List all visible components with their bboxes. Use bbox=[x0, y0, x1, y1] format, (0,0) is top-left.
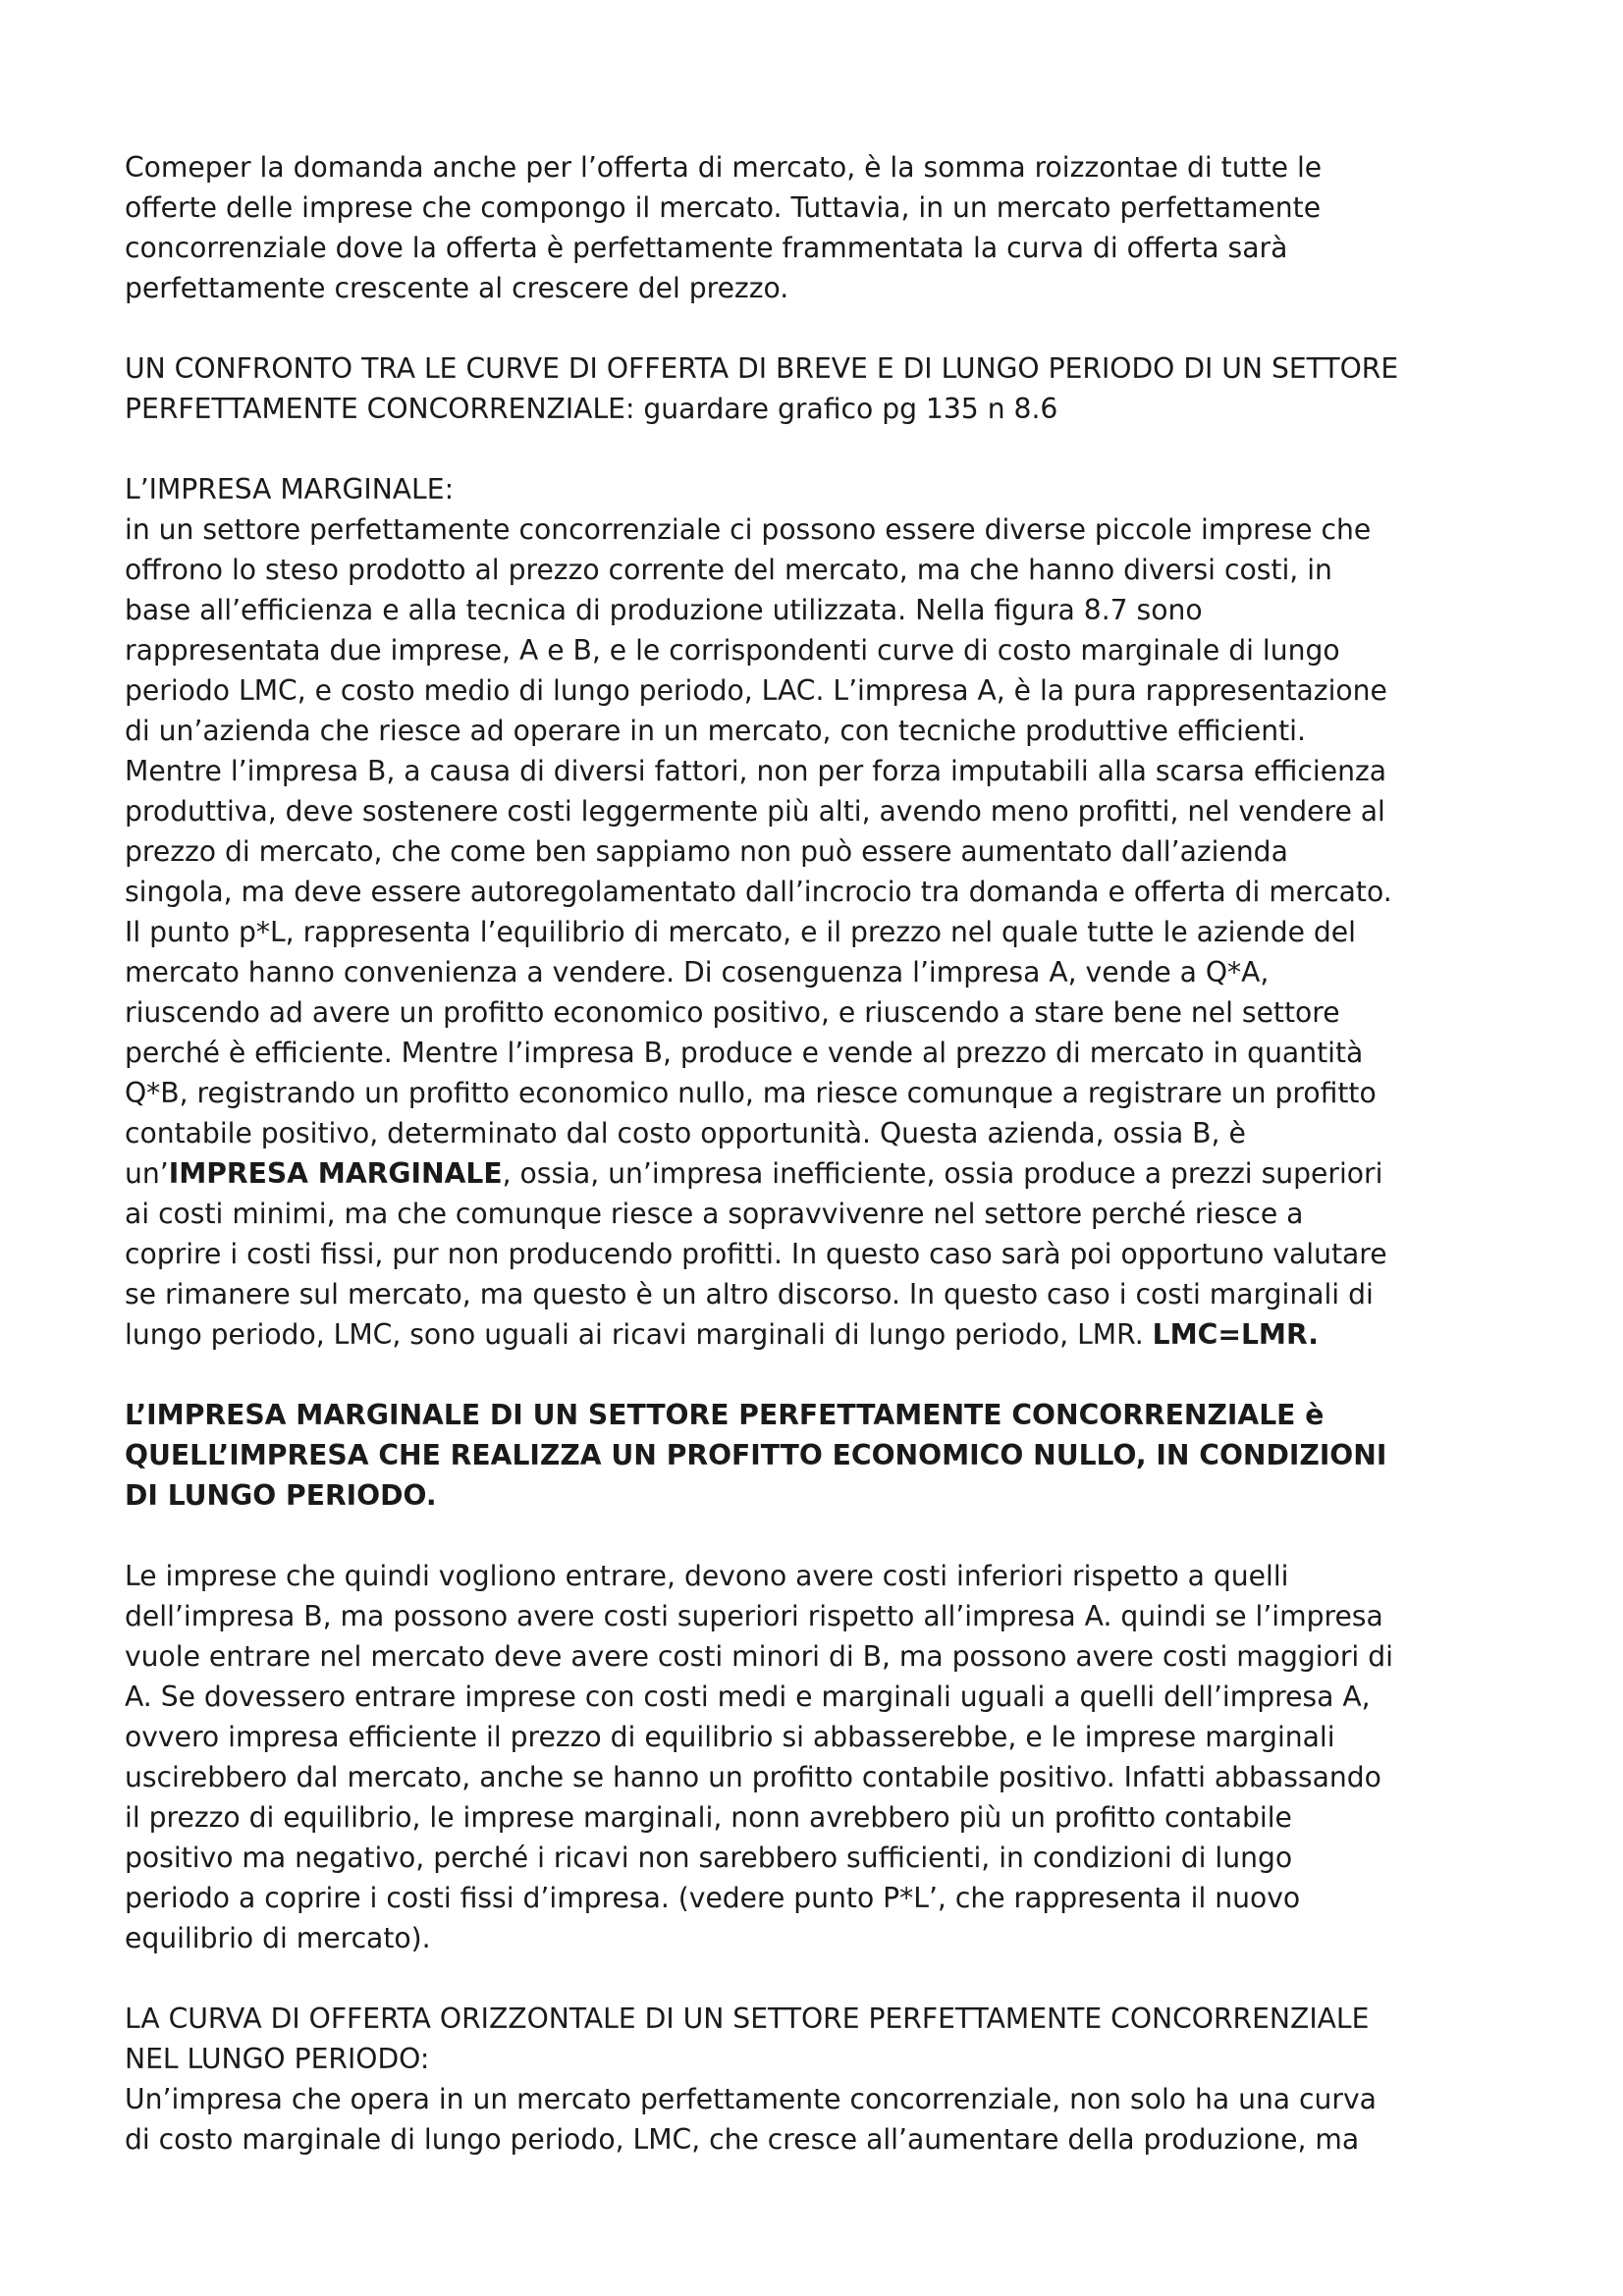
text-line: rappresentata due imprese, A e B, e le corrispondenti curve di costo marginale di lungo bbox=[125, 634, 1340, 667]
text-line: prezzo di mercato, che come ben sappiamo non può essere aumentato dall’azienda bbox=[125, 835, 1288, 868]
section-heading: L’IMPRESA MARGINALE: bbox=[125, 473, 455, 506]
text-line: offerte delle imprese che compongo il mercato. Tuttavia, in un mercato perfettamente bbox=[125, 191, 1322, 224]
bold-term: IMPRESA MARGINALE bbox=[168, 1157, 503, 1190]
text-fragment: un’ bbox=[125, 1157, 169, 1190]
text-line: equilibrio di mercato). bbox=[125, 1922, 431, 1954]
text-line-mixed bbox=[125, 1314, 1519, 1355]
bold-formula: LMC=LMR. bbox=[1152, 1318, 1319, 1351]
section-heading: UN CONFRONTO TRA LE CURVE DI OFFERTA DI BREVE E DI LUNGO PERIODO DI UN SETTORE bbox=[125, 352, 1399, 385]
text-line: Comeper la domanda anche per l’offerta di mercato, è la somma roizzontae di tutte le bbox=[125, 151, 1323, 184]
text-line: ovvero impresa efficiente il prezzo di equilibrio si abbasserebbe, e le imprese marginali bbox=[125, 1721, 1335, 1753]
paragraph-intro bbox=[125, 147, 1519, 308]
text-line: perfettamente crescente al crescere del prezzo. bbox=[125, 272, 789, 304]
text-line: di un’azienda che riesce ad operare in un mercato, con tecniche produttive efficienti. bbox=[125, 715, 1306, 747]
text-line: in un settore perfettamente concorrenziale ci possono essere diverse piccole imprese che bbox=[125, 513, 1372, 546]
text-line: concorrenziale dove la offerta è perfettamente frammentata la curva di offerta sarà bbox=[125, 232, 1288, 264]
text-line: Un’impresa che opera in un mercato perfettamente concorrenziale, non solo ha una curva bbox=[125, 2083, 1377, 2115]
text-line: riuscendo ad avere un profitto economico positivo, e riuscendo a stare bene nel settore bbox=[125, 996, 1340, 1029]
text-line: singola, ma deve essere autoregolamentato dall’incrocio tra domanda e offerta di mercato. bbox=[125, 876, 1392, 908]
bold-text-line: QUELL’IMPRESA CHE REALIZZA UN PROFITTO ECONOMICO NULLO, IN CONDIZIONI bbox=[125, 1439, 1387, 1471]
text-line: contabile positivo, determinato dal costo opportunità. Questa azienda, ossia B, è bbox=[125, 1117, 1246, 1149]
text-line: ai costi minimi, ma che comunque riesce a sopravvivenre nel settore perché riesce a bbox=[125, 1198, 1304, 1230]
text-line-mixed bbox=[125, 1153, 1519, 1194]
text-line: Mentre l’impresa B, a causa di diversi fattori, non per forza imputabili alla scarsa efficienza bbox=[125, 755, 1387, 787]
text-line: uscirebbero dal mercato, anche se hanno un profitto contabile positivo. Infatti abbassando bbox=[125, 1761, 1381, 1793]
text-line: Q*B, registrando un profitto economico nullo, ma riesce comunque a registrare un profitto bbox=[125, 1077, 1377, 1109]
text-line: dell’impresa B, ma possono avere costi superiori rispetto all’impresa A. quindi se l’impresa bbox=[125, 1600, 1383, 1632]
text-line: periodo a coprire i costi fissi d’impresa. (vedere punto P*L’, che rappresenta il nuovo bbox=[125, 1882, 1301, 1914]
text-line: vuole entrare nel mercato deve avere costi minori di B, ma possono avere costi maggiori di bbox=[125, 1640, 1393, 1673]
text-line: offrono lo steso prodotto al prezzo corrente del mercato, ma che hanno diversi costi, in bbox=[125, 554, 1332, 586]
text-line: se rimanere sul mercato, ma questo è un altro discorso. In questo caso i costi marginali di bbox=[125, 1278, 1374, 1310]
section-heading: PERFETTAMENTE CONCORRENZIALE: guardare grafico pg 135 n 8.6 bbox=[125, 393, 1058, 425]
text-line: Le imprese che quindi vogliono entrare, devono avere costi inferiori rispetto a quelli bbox=[125, 1560, 1289, 1592]
text-fragment: , ossia, un’impresa inefficiente, ossia produce a prezzi superiori bbox=[502, 1157, 1383, 1190]
text-line: di costo marginale di lungo periodo, LMC, che cresce all’aumentare della produzione, ma bbox=[125, 2123, 1360, 2156]
text-line: positivo ma negativo, perché i ricavi non sarebbero sufficienti, in condizioni di lungo bbox=[125, 1842, 1293, 1874]
text-line: base all’efficienza e alla tecnica di produzione utilizzata. Nella figura 8.7 sono bbox=[125, 594, 1203, 626]
text-line: mercato hanno convenienza a vendere. Di cosenguenza l’impresa A, vende a Q*A, bbox=[125, 956, 1270, 988]
text-line: perché è efficiente. Mentre l’impresa B, produce e vende al prezzo di mercato in quantità bbox=[125, 1037, 1364, 1069]
paragraph-entrata bbox=[125, 1556, 1519, 1958]
text-fragment: lungo periodo, LMC, sono uguali ai ricavi marginali di lungo periodo, LMR. bbox=[125, 1318, 1153, 1351]
paragraph-curva-orizzontale bbox=[125, 1999, 1519, 2160]
paragraph-definizione bbox=[125, 1395, 1519, 1516]
section-heading: LA CURVA DI OFFERTA ORIZZONTALE DI UN SETTORE PERFETTAMENTE CONCORRENZIALE bbox=[125, 2002, 1370, 2035]
paragraph-confronto bbox=[125, 348, 1519, 429]
paragraph-impresa-marginale bbox=[125, 469, 1519, 1355]
bold-text-line: L’IMPRESA MARGINALE DI UN SETTORE PERFETTAMENTE CONCORRENZIALE è bbox=[125, 1399, 1325, 1431]
text-line: produttiva, deve sostenere costi leggermente più alti, avendo meno profitti, nel vendere al bbox=[125, 795, 1385, 828]
text-line: A. Se dovessero entrare imprese con costi medi e marginali uguali a quelli dell’impresa A, bbox=[125, 1681, 1371, 1713]
document-page bbox=[125, 147, 1519, 2160]
text-line: Il punto p*L, rappresenta l’equilibrio di mercato, e il prezzo nel quale tutte le aziende del bbox=[125, 916, 1356, 948]
bold-text-line: DI LUNGO PERIODO. bbox=[125, 1479, 437, 1512]
text-line: periodo LMC, e costo medio di lungo periodo, LAC. L’impresa A, è la pura rappresentazione bbox=[125, 674, 1387, 707]
text-line: coprire i costi fissi, pur non producendo profitti. In questo caso sarà poi opportuno valutare bbox=[125, 1238, 1387, 1270]
text-line: il prezzo di equilibrio, le imprese marginali, nonn avrebbero più un profitto contabile bbox=[125, 1801, 1292, 1834]
section-heading: NEL LUNGO PERIODO: bbox=[125, 2043, 430, 2075]
